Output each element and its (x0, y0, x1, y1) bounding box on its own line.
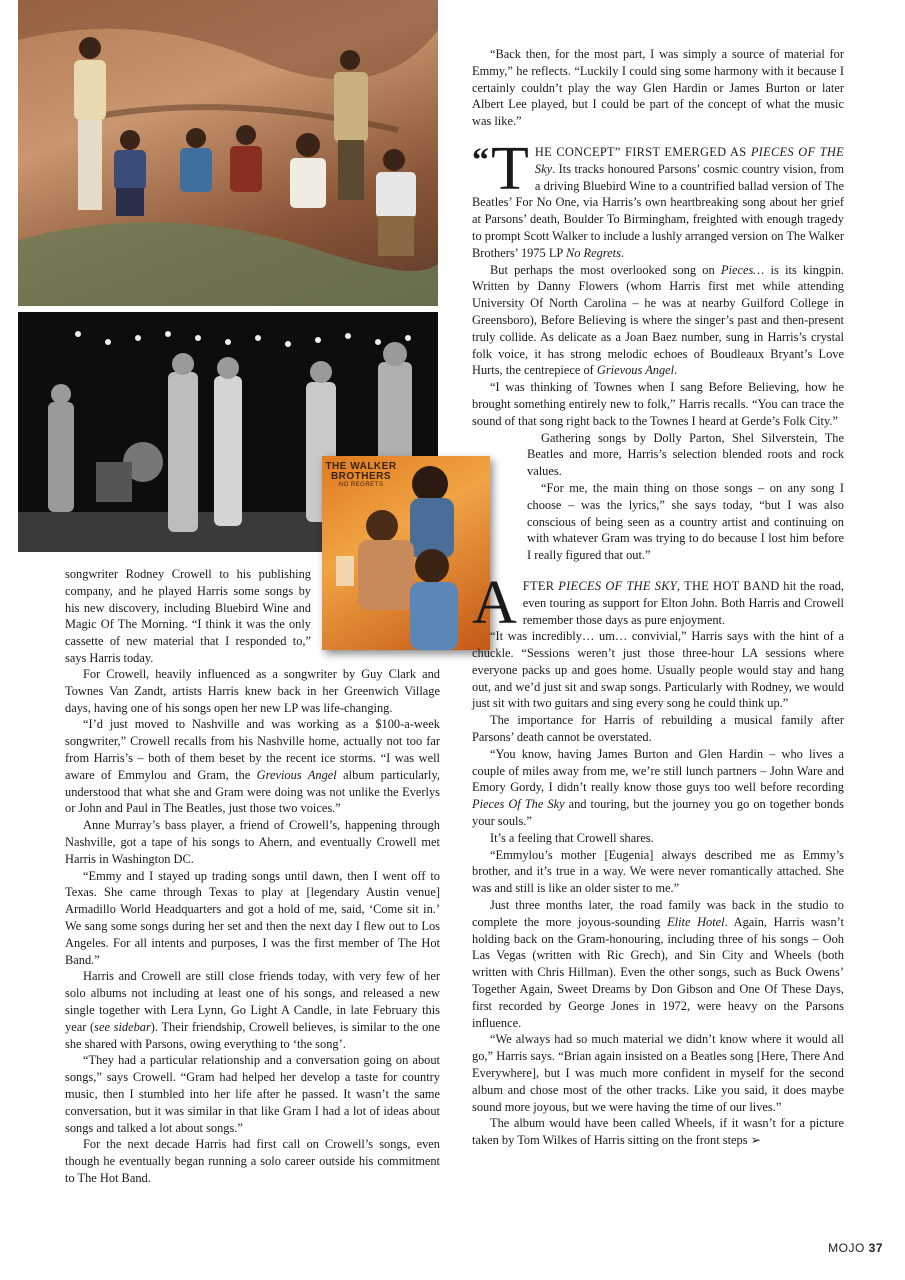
album-cover-no-regrets (322, 456, 490, 650)
paragraph: “They had a particular relationship and a conversation going on about songs,” says Crowell. “Gram had helped her develop a taste for country music, then I stumbled into her life after he passed. It wasn’t the same conversation, but it was similar in that like Gram I had a lot of ideas about songs and talked a lot about songs.” (65, 1053, 440, 1135)
paragraph: “Emmy and I stayed up trading songs until dawn, then I went off to Texas. She came through Texas to play at [legendary Austin venue] Armadillo World Headquarters and got a hold of me, said, ‘Come sit in.’ We sang some songs during her set and then the next day I flew out to Los Angeles. For all intents and purposes, I was the first member of The Hot Band.” (65, 868, 440, 967)
article-column-left-top (65, 566, 311, 667)
paragraph: songwriter Rodney Crowell to his publishing company, and he played Harris some songs by his new discovery, including Bluebird Wine and Magic Of The Morning. “I think it was the only cassette of new material that I responded to,” says Harris today. (65, 567, 311, 665)
paragraph: Gathering songs by Dolly Parton, Shel Silverstein, The Beatles and more, Harris’s selection blended roots and rock values. (527, 430, 844, 479)
paragraph: The album would have been called Wheels, if it wasn’t for a picture taken by Tom Wilkes of Harris sitting on the front steps ➢ (472, 1116, 844, 1148)
paragraph: Just three months later, the road family was back in the studio to complete the more joyous-sounding Elite Hotel. Again, Harris wasn’t holding back on the Gram-honouring, including three of his songs – Ooh Las Vegas (written with Ric Grech), and Sin City and Wheels (both written with Chris Hillman). Even the other songs, such as Buck Owens’ Together Again, Sweet Dreams by Don Gibson and One Of These Days, first recorded by George Jones in 1972, were heavy on the Parsons influence. (472, 898, 845, 1030)
drop-cap: T (491, 134, 529, 203)
paragraph: AFTER PIECES OF THE SKY, THE HOT BAND hit the road, even touring as support for Elton John. Both Harris and Crowell remember those days as pure enjoyment. (472, 568, 845, 637)
article-column-right (472, 46, 844, 1149)
band-photo-rocks (18, 0, 438, 306)
paragraph: But perhaps the most overlooked song on Pieces… is its kingpin. Written by Danny Flowers (whom Harris first met while attending University Of North Carolina – he was at nearby Guilford College in Greensboro), Before Believing is where the singer’s past and then-present truly collide. As delicate as a Joan Baez number, sung in Harris’s crystal folk voice, it has strong melodic echoes of Boudleaux Bryant’s Love Hurts, the centrepiece of Grievous Angel. (472, 262, 844, 378)
paragraph: Anne Murray’s bass player, a friend of Crowell’s, happening through Nashville, got a tape of his songs to Ahern, and eventually Crowell met Harris in Washington DC. (65, 818, 440, 866)
paragraph: “You know, having James Burton and Glen Hardin – who lives a couple of miles away from me, we’re still lunch partners – John Ware and Emory Gordy, I didn’t really know those guys too well before recording Pieces Of The Sky and touring, but the journey you go on together bonds your souls.” (472, 746, 844, 829)
band-photo-rocks-art (18, 0, 438, 306)
section-start-concept (472, 134, 845, 262)
magazine-name: MOJO (828, 1241, 865, 1255)
paragraph: “Emmylou’s mother [Eugenia] always described me as Emmy’s brother, and it’s true in a way. We were never romantically attached. She was and still is like an older sister to me.” (472, 847, 844, 896)
paragraph: “I’d just moved to Nashville and was working as a $100-a-week songwriter,” Crowell recalls from his Nashville home, actually not too far from Harris’s – both of them beset by the recent ice storms. “I was well aware of Emmylou and Gram, the Grevious Angel album particularly, understood that what she and Gram were doing was not unlike the Everlys or John and Paul in The Beatles, just those two voices.” (65, 717, 440, 816)
paragraph: Harris and Crowell are still close friends today, with very few of her solo albums not including at least one of his songs, and released a new single together with Lera Lynn, Go Light A Candle, in late February this year (see sidebar). Their friendship, Crowell believes, is similar to the one she shared with Parsons, owing everything to ‘the song’. (65, 969, 440, 1051)
paragraph: “ T HE CONCEPT” FIRST EMERGED AS PIECES OF THE Sky. Its tracks honoured Parsons’ cosmic country vision, from a driving Bluebird Wine to a countrified ballad version of The Beatles’ For No One, via Harris’s own heartbreaking song about her grief at Parsons’ death, Boulder To Birmingham, freighted with enough tragedy to prompt Scott Walker to include a lushly arranged version on The Walker Brothers’ 1975 LP No Regrets. (472, 134, 845, 260)
paragraph: For the next decade Harris had first call on Crowell’s songs, even though he eventually began running a solo career outside his commitment to The Hot Band. (65, 1137, 440, 1185)
paragraph: “Back then, for the most part, I was simply a source of material for Emmy,” he reflects. “Luckily I could sing some harmony with it because I certainly couldn’t play the way Glen Hardin or James Burton or later Albert Lee played, but I could be part of the concept of what the music was like.” (472, 47, 844, 129)
page-number: 37 (868, 1241, 883, 1255)
paragraph: “For me, the main thing on those songs – on any song I choose – was the lyrics,” she says today, “but I was also conscious of being seen as a country artist and continuing on with whatever Gram was trying to do because I lost him before I really figured that out.” (527, 480, 844, 563)
album-cover-subtitle: NO REGRETS (338, 482, 384, 488)
paragraph: For Crowell, heavily influenced as a songwriter by Guy Clark and Townes Van Zandt, artists Harris knew back in her Greenwich Village days, having one of his songs open her new LP was life-changing. (65, 667, 440, 715)
paragraph: “I was thinking of Townes when I sang Before Believing, how he brought something entirely new to folk,” Harris recalls. “You can trace the sound of that song right back to the Townes I heard at Gerde’s Folk City.” (472, 380, 844, 428)
paragraph: It’s a feeling that Crowell shares. (490, 830, 654, 845)
paragraph: “It was incredibly… um… convivial,” Harris says with the hint of a chuckle. “Sessions weren’t just those three-hour LA sessions where everyone packs up and goes home. Usually people would stay and hang out, and we’d just sit and swap songs. Particularly with Rodney, we would just sit with two guitars and sing every song he could think up.” (472, 629, 844, 711)
quote-mark: “ (472, 141, 489, 179)
section-start-after (472, 568, 845, 637)
paragraph: “We always had so much material we didn’t know where it would all go,” Harris says. “Brian again insisted on a Beatles song [Here, There And Everywhere], but I was much more confident in myself for the second album and chose most of the other tracks. Like you said, it does maybe sound more joyous, but we were having the time of our lives.” (472, 1032, 844, 1114)
wrapped-text (527, 430, 844, 564)
paragraph: The importance for Harris of rebuilding a musical family after Parsons’ death cannot be overstated. (472, 713, 844, 745)
drop-cap: A (472, 568, 517, 637)
page-footer (828, 1241, 883, 1255)
album-cover-art (322, 456, 490, 650)
article-column-left (65, 666, 440, 1187)
album-cover-title: THE WALKER BROTHERS (325, 461, 397, 482)
